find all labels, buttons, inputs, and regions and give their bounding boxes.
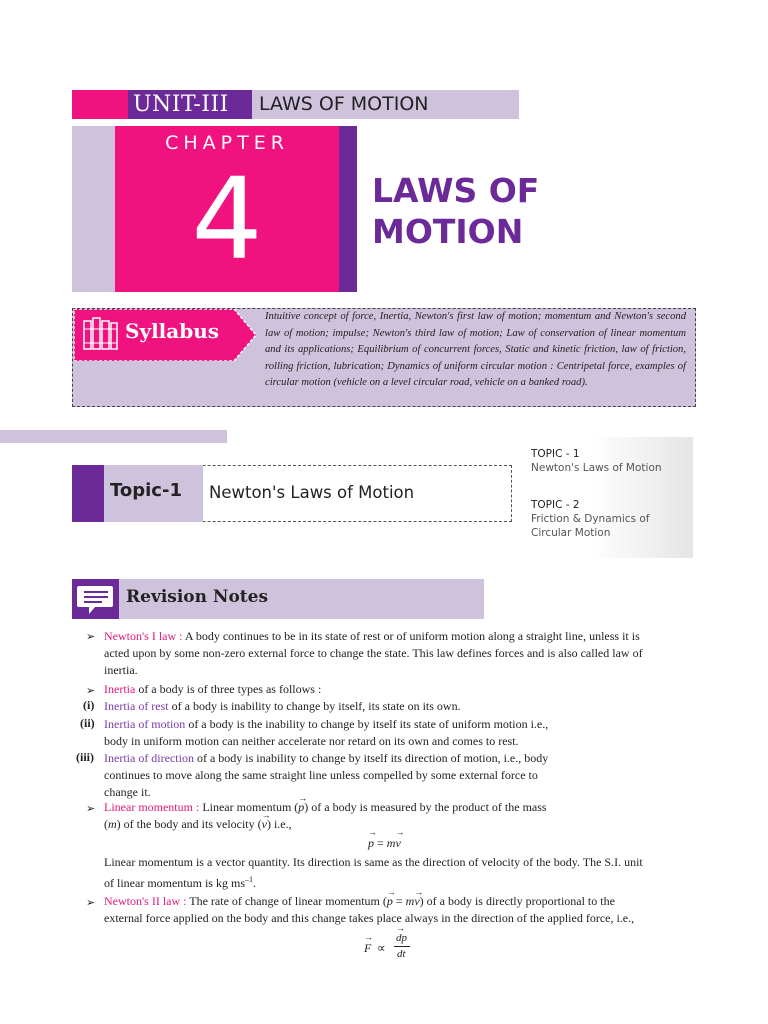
note-inertia-motion xyxy=(104,716,604,750)
revision-icon-box xyxy=(72,579,119,619)
note-text: ) of a body is directly proportional to the xyxy=(419,894,615,908)
note-inertia-rest xyxy=(104,698,461,715)
notes-chat-icon xyxy=(72,579,119,619)
topic-1-name: Newton's Laws of Motion xyxy=(531,462,662,474)
mass-symbol: m xyxy=(108,817,117,831)
note-text: of linear momentum is kg ms xyxy=(104,876,245,890)
inertia-motion-keyword: Inertia of motion xyxy=(104,717,186,731)
eq-dt: dt xyxy=(397,948,406,960)
note-momentum-vector xyxy=(104,854,696,892)
eq-v: → v xyxy=(395,836,400,851)
inertia-keyword: Inertia xyxy=(104,682,136,696)
note-text: ) of the body and its velocity ( xyxy=(116,817,262,831)
eq-dp: → dp xyxy=(396,932,407,944)
chapter-title-line2: MOTION xyxy=(372,212,524,251)
eq-equals: = xyxy=(374,836,387,850)
note-text: of a body is the inability to change by itself its state of uniform motion i.e., xyxy=(185,717,549,731)
topic-name: Newton's Laws of Motion xyxy=(209,483,415,502)
chapter-title xyxy=(372,170,539,252)
syllabus-text: Intuitive concept of force, Inertia, Newton's first law of motion; momentum and Newton's second law of motion; impulse; Newton's third law of motion; Law of conservation of linear momentum and its applications; Equilibrium of concurrent forces, Static and kinetic friction, law of friction, rolling friction, lubrication; Dynamics of uniform circular motion : Centripetal force, examples of circular motion (vehicle on a level circular road, vehicle on a banked road). xyxy=(265,311,686,389)
chapter-accent xyxy=(339,126,357,292)
mass-symbol: m xyxy=(405,894,415,908)
note-text: body in uniform motion can neither accelerate nor retard on its own and comes to rest. xyxy=(104,734,519,748)
eq-m: m xyxy=(386,836,396,850)
note-text: of a body is inability to change by itself its direction of motion, i.e., body xyxy=(193,751,549,765)
chapter-word: CHAPTER xyxy=(165,132,289,154)
note-text: A body continues to be in its state of rest or of uniform motion along a straight line, unless it is xyxy=(182,629,640,643)
list-number: (iii) xyxy=(76,750,94,764)
topic-accent xyxy=(72,465,104,522)
note-text: external force applied on the body and this change takes place always in the direction of the applied force, i.e., xyxy=(104,911,635,925)
unit-label: UNIT-III xyxy=(133,92,229,117)
topic-2-name-line1: Friction & Dynamics of xyxy=(531,513,650,525)
eq-equals: = xyxy=(392,894,406,908)
eq-p: → p xyxy=(368,836,374,851)
unit-title: LAWS OF MOTION xyxy=(259,93,429,115)
note-inertia-direction xyxy=(104,750,602,801)
newton-first-law-keyword: Newton's I law : xyxy=(104,629,183,643)
chapter-number: 4 xyxy=(191,155,263,285)
topics-sidebar xyxy=(521,437,693,558)
note-text: of a body is of three types as follows : xyxy=(135,682,322,696)
list-number: (i) xyxy=(83,698,95,712)
momentum-symbol: → p xyxy=(387,893,393,910)
topic-2-name xyxy=(531,513,650,540)
note-text: continues to move along the same straight line unless compelled by some external force to xyxy=(104,768,538,782)
revision-notes-label: Revision Notes xyxy=(126,587,269,607)
velocity-symbol: → v xyxy=(414,893,419,910)
chapter-side-panel xyxy=(72,126,115,292)
chapter-title-line1: LAWS OF xyxy=(372,171,540,210)
bullet-arrow-icon: ➢ xyxy=(86,631,96,643)
note-text: change it. xyxy=(104,785,151,799)
fraction-bar xyxy=(394,946,410,947)
note-inertia xyxy=(104,681,321,698)
divider-strip xyxy=(0,430,227,443)
eq-F: → F xyxy=(364,941,371,956)
bullet-arrow-icon: ➢ xyxy=(86,685,96,697)
bullet-arrow-icon: ➢ xyxy=(86,803,96,815)
note-newton-first-law xyxy=(104,628,696,679)
syllabus-label: Syllabus xyxy=(125,319,220,343)
note-text: The rate of change of linear momentum ( xyxy=(186,894,387,908)
list-number: (ii) xyxy=(80,716,95,730)
note-text: acted upon by some non-zero external force to change the state. This law defines forces and is also called law of xyxy=(104,646,643,660)
inertia-direction-keyword: Inertia of direction xyxy=(104,751,194,765)
note-text: . xyxy=(252,876,256,890)
inertia-rest-keyword: Inertia of rest xyxy=(104,699,169,713)
note-text: ( xyxy=(104,817,108,831)
note-text: ) of a body is measured by the product of the mass xyxy=(304,800,547,814)
topic-label: Topic-1 xyxy=(110,480,182,501)
note-newton-second-law xyxy=(104,893,696,927)
bullet-arrow-icon: ➢ xyxy=(86,897,96,909)
topic-2-name-line2: Circular Motion xyxy=(531,526,611,539)
newton-second-law-keyword: Newton's II law : xyxy=(104,894,187,908)
note-text: Linear momentum is a vector quantity. Its direction is same as the direction of velocity of the body. The S.I. unit xyxy=(104,855,643,869)
topic-1-number: TOPIC - 1 xyxy=(531,448,580,460)
eq-proportional: ∝ xyxy=(374,941,389,955)
equation-momentum xyxy=(368,836,401,851)
note-text: Linear momentum ( xyxy=(199,800,299,814)
note-text: inertia. xyxy=(104,663,138,677)
topic-2-number: TOPIC - 2 xyxy=(531,499,580,511)
velocity-symbol: → v xyxy=(262,816,267,833)
momentum-symbol: → p xyxy=(298,799,304,816)
note-text: of a body is inability to change by itself, its state on its own. xyxy=(168,699,461,713)
unit-accent-pink xyxy=(72,90,128,119)
note-text: ) i.e., xyxy=(266,817,292,831)
unit-exponent: –1 xyxy=(244,875,253,884)
linear-momentum-keyword: Linear momentum : xyxy=(104,800,200,814)
